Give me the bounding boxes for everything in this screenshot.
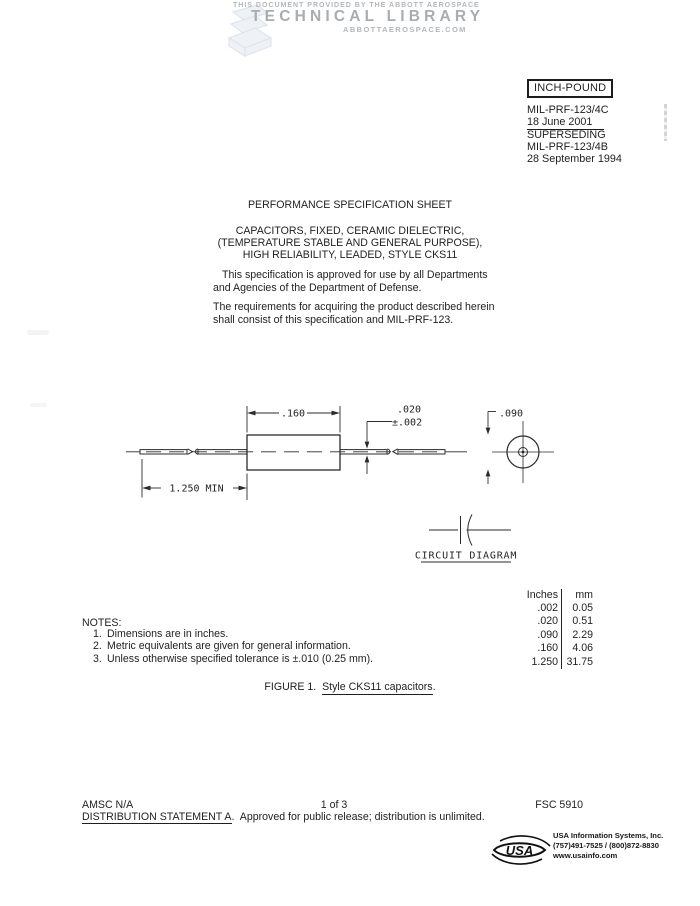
amsc-number: AMSC N/A <box>82 798 134 811</box>
title-line-3: HIGH RELIABILITY, LEADED, STYLE CKS11 <box>242 249 458 261</box>
conversion-table-header-row: Inches mm <box>526 588 593 601</box>
table-row: .020 0.51 <box>537 615 593 628</box>
title-line-1: CAPACITORS, FIXED, CERAMIC DIELECTRIC, <box>235 224 465 237</box>
inch-pound-badge: INCH-POUND <box>527 79 613 98</box>
vendor-website: www.usainfo.com <box>553 850 618 860</box>
distribution-statement: DISTRIBUTION STATEMENT A. Approved for public release; distribution is unlimited. <box>82 810 485 823</box>
note-item: 3. Unless otherwise specified tolerance is ±.010 (0.25 mm). <box>93 652 374 665</box>
vendor-phone: (757)491-7525 / (800)872-8830 <box>553 840 659 850</box>
scan-artifact-dashed-line <box>664 104 667 141</box>
dim-lead-length-label: 1.250 MIN <box>169 483 224 495</box>
note-item: 1. Dimensions are in inches. <box>93 628 229 640</box>
page-indicator: 1 of 3 <box>320 798 348 811</box>
dim-body-length-label: .160 <box>280 408 306 420</box>
note-item: 2. Metric equivalents are given for general information. <box>93 640 351 653</box>
vendor-name: USA Information Systems, Inc. <box>553 831 664 840</box>
vendor-contact-block <box>553 831 663 860</box>
table-row: 1.250 31.75 <box>531 655 593 668</box>
notes-heading: NOTES: <box>82 617 122 629</box>
table-row: .002 0.05 <box>537 601 593 614</box>
svg-text:USA: USA <box>505 842 534 858</box>
document-type-heading: PERFORMANCE SPECIFICATION SHEET <box>247 199 453 211</box>
superseding-label: SUPERSEDING <box>527 128 606 141</box>
scan-artifact-smudge <box>30 403 47 407</box>
inches-mm-conversion-table <box>505 589 594 669</box>
superseded-date: 28 September 1994 <box>527 153 622 166</box>
usa-information-systems-logo <box>488 829 554 871</box>
figure-caption: FIGURE 1. Style CKS11 capacitors. <box>264 681 436 693</box>
spec-id-block <box>527 104 622 165</box>
superseded-number: MIL-PRF-123/4B <box>527 140 609 153</box>
requirements-paragraph: The requirements for acquiring the product described herein shall consist of this specification and MIL-PRF-123. <box>213 301 495 326</box>
fsc-code: FSC 5910 <box>535 798 583 811</box>
dim-lead-diameter-tolerance-label: ±.002 <box>392 417 423 429</box>
table-row: .160 4.06 <box>537 642 593 655</box>
dim-end-diameter-label: .090 <box>499 408 524 420</box>
approval-paragraph: This specification is approved for use by all Departments and Agencies of the Department of Defense. <box>213 269 488 294</box>
provider-header-title: TECHNICAL LIBRARY <box>251 8 485 25</box>
title-line-2: (TEMPERATURE STABLE AND GENERAL PURPOSE), <box>217 236 483 249</box>
provider-header-line1: THIS DOCUMENT PROVIDED BY THE ABBOTT AEROSPACE <box>233 2 480 9</box>
spec-number: MIL-PRF-123/4C <box>527 104 609 116</box>
provider-header-url: ABBOTTAEROSPACE.COM <box>343 25 467 34</box>
spec-date: 18 June 2001 <box>527 116 604 129</box>
dim-lead-diameter-label: .020 <box>397 404 422 416</box>
scan-artifact-smudge <box>27 330 49 335</box>
table-row: .090 2.29 <box>537 628 593 641</box>
circuit-diagram-label: CIRCUIT DIAGRAM <box>414 550 518 562</box>
